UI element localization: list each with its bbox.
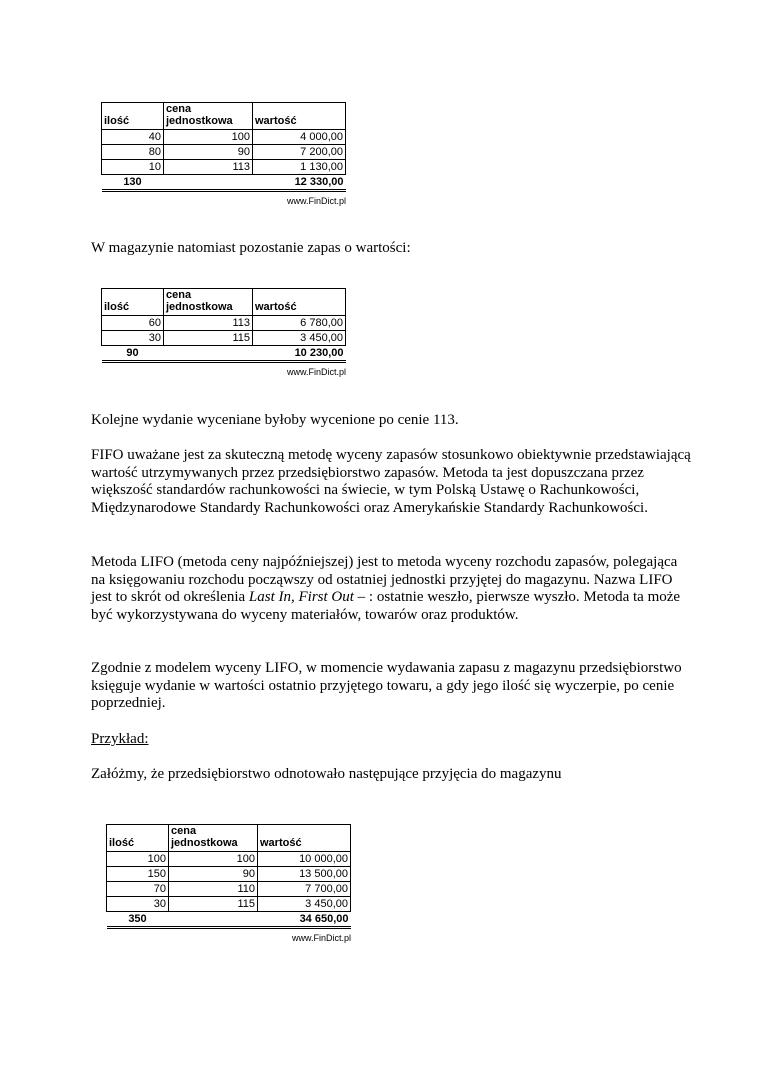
inventory-table-1 xyxy=(101,102,346,206)
total-qty: 90 xyxy=(102,346,164,362)
table-row xyxy=(107,867,351,882)
lifo-text-a: Metoda LIFO (metoda ceny najpóźniejszej) jest to metoda wyceny rozchodu zapasów, polegająca na księgowaniu rozchodu począwszy od ostatniej jednostki przyjętej do magazynu. Nazwa LIFO jest to skrót od określenia xyxy=(91,554,678,605)
cell-value: 3 450,00 xyxy=(253,331,346,346)
header-value: wartość xyxy=(258,825,351,852)
inventory-table-3 xyxy=(106,824,351,943)
cell-qty: 30 xyxy=(102,331,164,346)
cell-price: 113 xyxy=(164,160,253,175)
header-value: wartość xyxy=(253,103,346,130)
cell-price: 115 xyxy=(169,897,258,912)
cell-value: 10 000,00 xyxy=(258,852,351,867)
paragraph-assume: Załóżmy, że przedsiębiorstwo odnotowało następujące przyjęcia do magazynu xyxy=(91,766,562,782)
cell-value: 3 450,00 xyxy=(258,897,351,912)
header-qty: ilość xyxy=(102,103,164,130)
cell-value: 7 700,00 xyxy=(258,882,351,897)
table xyxy=(101,288,346,363)
table-row xyxy=(107,852,351,867)
cell-value: 1 130,00 xyxy=(253,160,346,175)
cell-qty: 70 xyxy=(107,882,169,897)
cell-qty: 80 xyxy=(102,145,164,160)
cell-price: 90 xyxy=(164,145,253,160)
header-qty: ilość xyxy=(102,289,164,316)
lifo-text-b: – : ostatnie weszło, pierwsze wyszło. Metoda ta może być wykorzystywana do wyceny materiałów, towarów oraz produktów. xyxy=(91,589,681,623)
table-row xyxy=(102,316,346,331)
source-credit: www.FinDict.pl xyxy=(291,933,351,943)
table-row xyxy=(107,897,351,912)
table-total-row xyxy=(107,912,351,928)
inventory-table-2 xyxy=(101,288,346,377)
cell-qty: 100 xyxy=(107,852,169,867)
cell-value: 6 780,00 xyxy=(253,316,346,331)
table-row xyxy=(102,331,346,346)
lifo-text-italic: Last In, First Out xyxy=(248,589,354,605)
cell-value: 7 200,00 xyxy=(253,145,346,160)
table-total-row xyxy=(102,175,346,191)
header-value: wartość xyxy=(253,289,346,316)
cell-qty: 40 xyxy=(102,130,164,145)
header-price: cena jednostkowa xyxy=(169,825,258,852)
total-qty: 350 xyxy=(107,912,169,928)
total-value: 34 650,00 xyxy=(258,912,351,928)
paragraph-remaining: W magazynie natomiast pozostanie zapas o wartości: xyxy=(91,240,411,256)
table-row xyxy=(107,882,351,897)
cell-price: 90 xyxy=(169,867,258,882)
cell-value: 13 500,00 xyxy=(258,867,351,882)
table xyxy=(106,824,351,929)
table-header-row xyxy=(107,825,351,852)
table-row xyxy=(102,160,346,175)
total-spacer xyxy=(164,175,253,191)
cell-price: 100 xyxy=(169,852,258,867)
cell-qty: 10 xyxy=(102,160,164,175)
total-spacer xyxy=(164,346,253,362)
total-value: 10 230,00 xyxy=(253,346,346,362)
paragraph-fifo: FIFO uważane jest za skuteczną metodę wyceny zapasów stosunkowo obiektywnie przedstawiającą wartość utrzymywanych przez przedsiębiorstwo zapasów. Metoda ta jest dopuszczana przez większość standardów rachunkowości na świecie, w tym Polską Ustawę o Rachunkowości, Międzynarodowe Standardy Rachunkowości oraz Amerykańskie Standardy Rachunkowości. xyxy=(91,447,691,516)
cell-qty: 30 xyxy=(107,897,169,912)
header-qty: ilość xyxy=(107,825,169,852)
source-credit: www.FinDict.pl xyxy=(286,196,346,206)
table xyxy=(101,102,346,192)
total-qty: 130 xyxy=(102,175,164,191)
table-row xyxy=(102,130,346,145)
table-header-row xyxy=(102,289,346,316)
cell-price: 115 xyxy=(164,331,253,346)
cell-value: 4 000,00 xyxy=(253,130,346,145)
header-price: cena jednostkowa xyxy=(164,103,253,130)
cell-price: 113 xyxy=(164,316,253,331)
example-heading: Przykład: xyxy=(91,731,149,747)
paragraph-lifo-model: Zgodnie z modelem wyceny LIFO, w momencie wydawania zapasu z magazynu przedsiębiorstwo księguje wydanie w wartości ostatnio przyjętego towaru, a gdy jego ilość się wyczerpie, po cenie poprzedniej. xyxy=(91,660,682,711)
header-price: cena jednostkowa xyxy=(164,289,253,316)
cell-price: 100 xyxy=(164,130,253,145)
source-credit: www.FinDict.pl xyxy=(286,367,346,377)
paragraph-lifo xyxy=(91,554,691,624)
paragraph-next-issue: Kolejne wydanie wyceniane byłoby wycenione po cenie 113. xyxy=(91,412,459,428)
cell-price: 110 xyxy=(169,882,258,897)
table-total-row xyxy=(102,346,346,362)
table-row xyxy=(102,145,346,160)
cell-qty: 60 xyxy=(102,316,164,331)
total-spacer xyxy=(169,912,258,928)
table-header-row xyxy=(102,103,346,130)
cell-qty: 150 xyxy=(107,867,169,882)
total-value: 12 330,00 xyxy=(253,175,346,191)
